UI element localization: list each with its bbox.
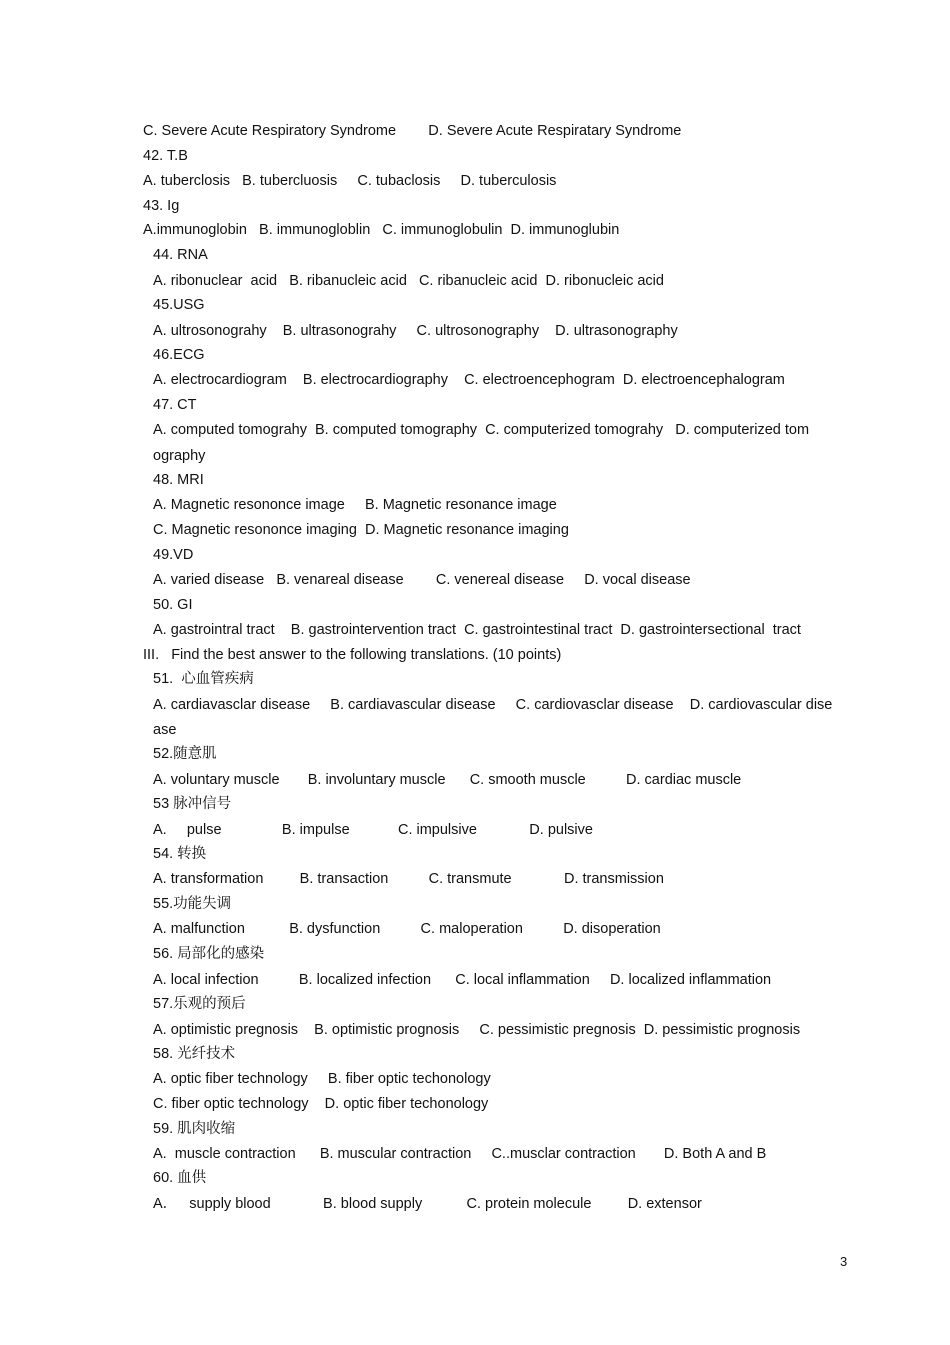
question-number: 59. 肌肉收缩 <box>153 1121 236 1137</box>
question-number: 58. 光纤技术 <box>153 1046 236 1062</box>
question-number: 55.功能失调 <box>153 896 232 912</box>
answer-options: A. local infection B. localized infection C. local inflammation D. localized inflammation <box>153 972 772 988</box>
answer-options: A. varied disease B. venareal disease C. venereal disease D. vocal disease <box>153 572 691 588</box>
question-number: 49.VD <box>153 547 194 563</box>
answer-options: A.immunoglobin B. immunogloblin C. immunoglobulin D. immunoglubin <box>143 222 620 238</box>
answer-options: A. Magnetic resononce image B. Magnetic resonance image <box>153 497 557 513</box>
page-number: 3 <box>840 1254 848 1269</box>
question-number: 42. T.B <box>143 148 188 164</box>
question-number: 56. 局部化的感染 <box>153 946 265 962</box>
answer-options: C. fiber optic technology D. optic fiber techonology <box>153 1096 489 1112</box>
question-number: 47. CT <box>153 397 197 413</box>
question-number: 48. MRI <box>153 472 204 488</box>
question-number: 51. 心血管疾病 <box>153 671 254 687</box>
section-heading: III. Find the best answer to the following translations. (10 points) <box>143 647 562 663</box>
answer-options: A. transformation B. transaction C. transmute D. transmission <box>153 871 664 887</box>
question-number: 57.乐观的预后 <box>153 996 246 1012</box>
answer-options: A. pulse B. impulse C. impulsive D. pulsive <box>153 822 593 838</box>
answer-options-continued: ase <box>153 722 177 738</box>
answer-options: A. voluntary muscle B. involuntary muscle C. smooth muscle D. cardiac muscle <box>153 772 742 788</box>
question-number: 43. Ig <box>143 198 180 214</box>
answer-options: A. ultrosonograhy B. ultrasonograhy C. ultrosonography D. ultrasonography <box>153 323 678 339</box>
answer-options: A. tuberclosis B. tubercluosis C. tubaclosis D. tuberculosis <box>143 173 557 189</box>
answer-options: A. gastrointral tract B. gastrointervention tract C. gastrointestinal tract D. gastrointersectional tract <box>153 622 801 638</box>
text-line: C. Severe Acute Respiratory Syndrome D. Severe Acute Respiratary Syndrome <box>143 123 682 139</box>
question-number: 54. 转换 <box>153 846 207 862</box>
answer-options: A. malfunction B. dysfunction C. maloperation D. disoperation <box>153 921 661 937</box>
answer-options: A. optic fiber technology B. fiber optic techonology <box>153 1071 491 1087</box>
answer-options: A. optimistic pregnosis B. optimistic prognosis C. pessimistic pregnosis D. pessimistic prognosis <box>153 1022 801 1038</box>
answer-options-continued: ography <box>153 448 206 464</box>
question-number: 53 脉冲信号 <box>153 796 232 812</box>
question-number: 44. RNA <box>153 247 208 263</box>
question-number: 60. 血供 <box>153 1170 207 1186</box>
question-number: 52.随意肌 <box>153 746 217 762</box>
question-number: 50. GI <box>153 597 193 613</box>
answer-options: A． supply blood B. blood supply C. protein molecule D. extensor <box>153 1196 702 1212</box>
question-number: 45.USG <box>153 297 205 313</box>
answer-options: A. ribonuclear acid B. ribanucleic acid C. ribanucleic acid D. ribonucleic acid <box>153 273 664 289</box>
question-number: 46.ECG <box>153 347 205 363</box>
answer-options: A. muscle contraction B. muscular contraction C..musclar contraction D. Both A and B <box>153 1146 767 1162</box>
answer-options: A. computed tomograhy B. computed tomography C. computerized tomograhy D. computerized tom <box>153 422 810 438</box>
answer-options: A. electrocardiogram B. electrocardiography C. electroencephogram D. electroencephalogram <box>153 372 785 388</box>
answer-options: A. cardiavasclar disease B. cardiavascular disease C. cardiovasclar disease D. cardiovascular dise <box>153 697 833 713</box>
answer-options: C. Magnetic resononce imaging D. Magnetic resonance imaging <box>153 522 569 538</box>
